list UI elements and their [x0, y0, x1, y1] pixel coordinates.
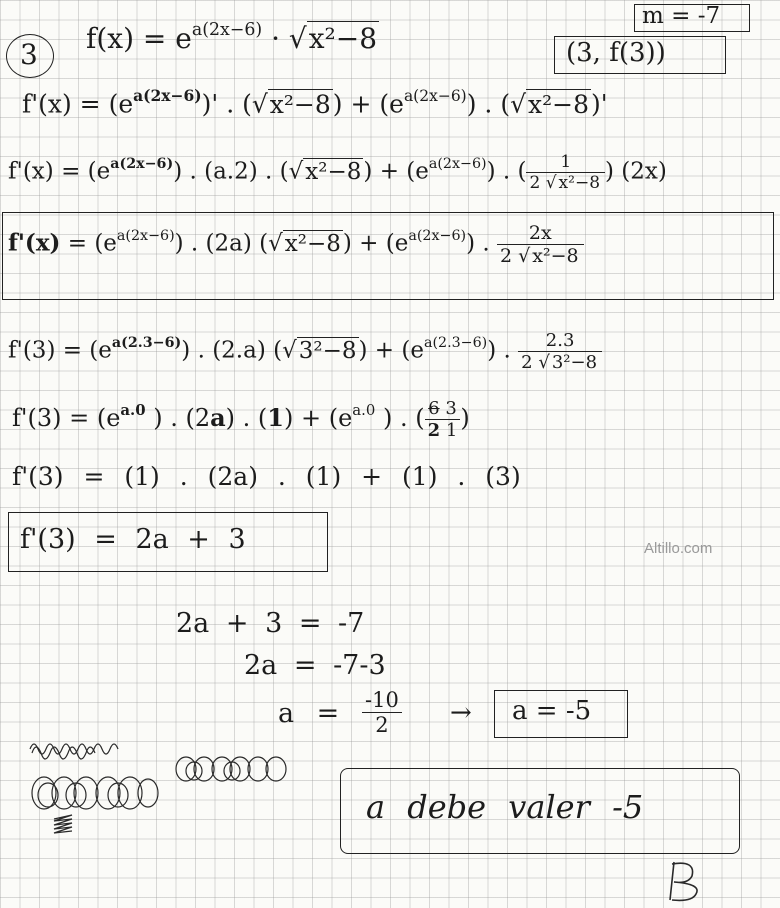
- evaluation-line-2: $f'(3) = (e^{a.0}$ ) . (2a) . $(1) + (e^{a.0}$ ) . ( $\frac{6 3}{2 1}$ ): [12, 398, 470, 441]
- evaluation-line-3: f'(3) = (1) . (2a) . (1) + (1) . (3): [12, 462, 521, 491]
- derivative-line-2: $f'(x) = (e^{a(2x-6)})$ . (a.2) . $(√x^2-8) + (e^{a(2x-6)})$ . ( $\frac{1}{\text{2 √ x²−8}}$ ) (2x): [8, 152, 667, 193]
- fraction-numerator: -10: [362, 688, 402, 713]
- signature-mark: [662, 856, 712, 906]
- derivative-line-3: $f'(x) = (e^{a(2x-6)})$ . (2a) $(√x^2-8) + (e^{a(2x-6)})$ . $\frac{2x}{\text{2 √ x²−8}}$: [8, 222, 584, 267]
- evaluation-line-1: $f'(3) = (e^{a(2.3-6)})$ . (2.a) $(√3^2-8) + (e^{a(2.3-6)})$ . $\frac{2.3}{\text{2 √ 3²−8}}$: [8, 330, 602, 373]
- fraction-denominator: 2: [375, 713, 389, 737]
- conclusion-text: a debe valer -5: [366, 788, 644, 826]
- solve-eq-3-fraction: [362, 688, 402, 737]
- derivative-line-1: $f'(x) = (e^{a(2x-6)})'$ . $(√x^2-8) + (e^{a(2x-6)})$ . (√x²−8)': [22, 86, 608, 119]
- point-value: (3, f(3)): [566, 38, 666, 68]
- scribble-crossed-out-work: [24, 735, 344, 855]
- result-value: f'(3) = 2a + 3: [20, 524, 246, 555]
- answer-value: a = -5: [512, 696, 592, 726]
- watermark: Altillo.com: [644, 540, 713, 557]
- function-definition: $f(x) = e^{a(2x-6)} \cdot √x^2-8$: [86, 20, 378, 56]
- arrow-icon: →: [450, 698, 472, 728]
- solve-eq-3-lhs: a =: [278, 698, 340, 729]
- solve-eq-2: 2a = -7-3: [244, 650, 386, 681]
- solve-eq-1: 2a + 3 = -7: [176, 608, 365, 639]
- problem-number: 3: [20, 38, 38, 71]
- slope-value: m = -7: [642, 3, 721, 29]
